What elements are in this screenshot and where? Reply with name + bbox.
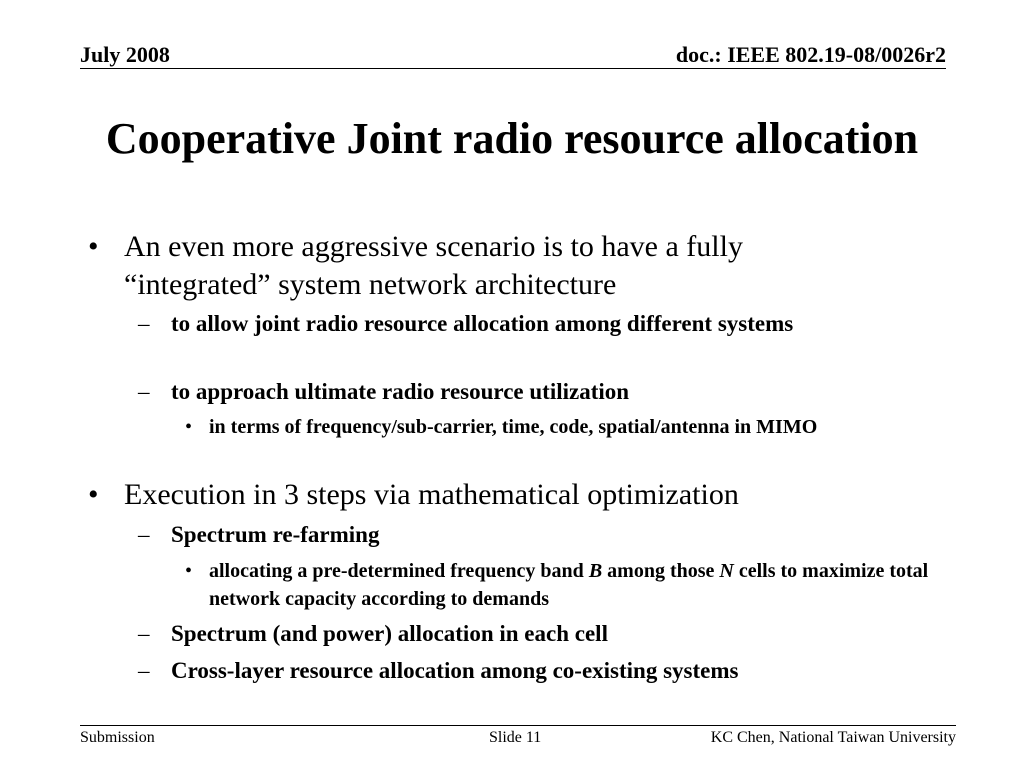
subbullet-text: to allow joint radio resource allocation among different systems	[171, 311, 794, 336]
header-doc-id: doc.: IEEE 802.19-08/0026r2	[675, 42, 946, 67]
subbullet-spectrum-refarming	[138, 520, 871, 550]
dash-marker: –	[138, 522, 150, 547]
bullet-marker: •	[185, 416, 193, 438]
bullet-text: An even more aggressive scenario is to have a fully “integrated” system network architecture	[124, 230, 743, 301]
header-date: July 2008	[80, 42, 170, 67]
bullet-text: Execution in 3 steps via mathematical optimization	[124, 478, 739, 511]
dash-marker: –	[138, 621, 150, 646]
footer-slide-number: Slide 11	[489, 729, 542, 746]
subsubbullet-text: in terms of frequency/sub-carrier, time, code, spatial/antenna in MIMO	[209, 416, 818, 438]
subbullet-ultimate-utilization	[138, 377, 871, 407]
variable-b: B	[588, 560, 603, 582]
footer-submission: Submission	[80, 729, 155, 746]
bullet-marker: •	[185, 560, 193, 582]
bullet-marker: •	[88, 230, 99, 263]
subbullet-power-allocation	[138, 619, 871, 649]
slide-title: Cooperative Joint radio resource allocation	[105, 114, 919, 163]
variable-n: N	[719, 560, 734, 582]
subbullet-text: Spectrum (and power) allocation in each cell	[171, 621, 608, 646]
subbullet-text: to approach ultimate radio resource utilization	[171, 379, 630, 404]
bullet-execution-steps	[88, 476, 864, 514]
footer-author: KC Chen, National Taiwan University	[710, 729, 956, 746]
bullet-marker: •	[88, 478, 99, 511]
subbullet-text: Spectrum re-farming	[171, 522, 380, 547]
text-segment: among those	[602, 560, 720, 582]
text-segment: allocating a pre-determined frequency band	[209, 560, 589, 582]
dash-marker: –	[138, 311, 150, 336]
dash-marker: –	[138, 379, 150, 404]
text-segment: cells to maximize total network capacity according to demands	[209, 560, 929, 610]
subbullet-joint-allocation	[138, 309, 871, 339]
subbullet-text: Cross-layer resource allocation among co-existing systems	[171, 658, 739, 683]
dash-marker: –	[138, 658, 150, 683]
subsubbullet-dimensions	[185, 413, 939, 441]
subsubbullet-band-allocation	[185, 557, 939, 613]
footer-divider	[80, 725, 956, 726]
header-divider	[80, 68, 946, 69]
bullet-integrated-architecture	[88, 228, 864, 304]
subbullet-cross-layer	[138, 656, 871, 686]
